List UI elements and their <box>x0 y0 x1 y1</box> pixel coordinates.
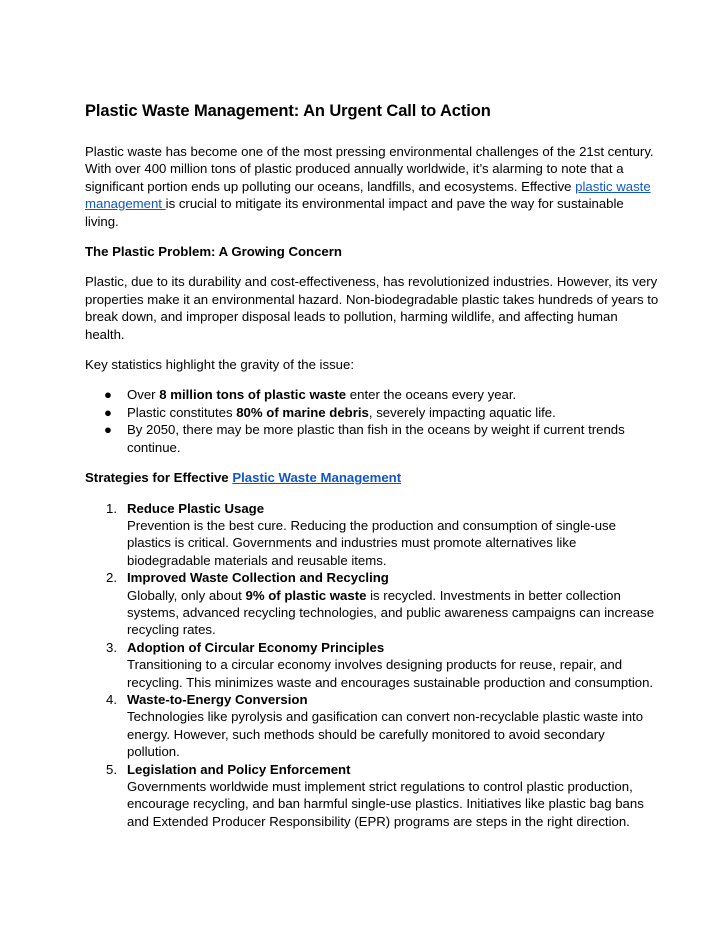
strategy-description: Prevention is the best cure. Reducing the production and consumption of single-use plastics is critical. Governments and industries must promote alternatives like biodegradable materials and reusable items. <box>127 517 616 568</box>
intro-text-end: is crucial to mitigate its environmental impact and pave the way for sustainable living. <box>85 196 624 229</box>
page-title: Plastic Waste Management: An Urgent Call to Action <box>85 102 491 120</box>
strategy-emphasis: 9% of plastic waste <box>245 587 367 603</box>
strategies-heading-text: Strategies for Effective <box>85 470 233 486</box>
list-item <box>85 500 660 570</box>
strategy-title: Improved Waste Collection and Recycling <box>127 570 389 586</box>
strategy-title: Reduce Plastic Usage <box>127 500 265 516</box>
strategy-description: Technologies like pyrolysis and gasification can convert non-recyclable plastic waste into energy. However, such methods should be carefully monitored to avoid secondary pollution. <box>127 709 644 760</box>
stat-emphasis: 8 million tons of plastic waste <box>159 387 347 403</box>
section-heading-plastic-problem: The Plastic Problem: A Growing Concern <box>85 244 342 260</box>
list-item <box>85 761 660 831</box>
stat-text: Over <box>127 387 160 403</box>
bullet-icon: ● <box>104 422 112 438</box>
list-number: 4. <box>106 691 117 707</box>
list-item <box>85 691 660 761</box>
stat-emphasis: 80% of marine debris <box>236 404 369 420</box>
list-number: 1. <box>106 500 117 516</box>
list-item <box>85 404 660 421</box>
strategy-description: Globally, only about <box>127 587 246 603</box>
list-number: 5. <box>106 761 117 777</box>
stats-list <box>85 386 660 456</box>
strategy-title: Legislation and Policy Enforcement <box>127 761 351 777</box>
strategy-description-end: is recycled. Investments in better collection systems, advanced recycling technologies, and public awareness campaigns can increase recycling rates. <box>127 587 655 638</box>
section-heading-strategies <box>85 469 660 486</box>
list-item <box>85 386 660 403</box>
strategy-description: Transitioning to a circular economy involves designing products for reuse, repair, and recycling. This minimizes waste and encourages sustainable production and consumption. <box>127 657 654 690</box>
list-item <box>85 421 660 456</box>
strategies-list <box>85 500 660 831</box>
list-item <box>85 639 660 691</box>
intro-text-start: Plastic waste has become one of the most pressing environmental challenges of the 21st century. With over 400 million tons of plastic produced annually worldwide, it’s alarming to note that a significant portion ends up polluting our oceans, landfills, and ecosystems. Effective <box>85 144 654 194</box>
stat-text: Plastic constitutes <box>127 404 237 420</box>
bullet-icon: ● <box>104 404 112 420</box>
stats-intro: Key statistics highlight the gravity of the issue: <box>85 357 355 373</box>
plastic-waste-management-heading-link[interactable]: Plastic Waste Management <box>232 470 402 486</box>
intro-paragraph <box>85 143 660 230</box>
stat-text-end: , severely impacting aquatic life. <box>368 404 556 420</box>
strategy-description: Governments worldwide must implement strict regulations to control plastic production, encourage recycling, and ban harmful single-use plastics. Initiatives like plastic bag bans and Extended Producer Responsibility (EPR) programs are steps in the right direction. <box>127 779 644 829</box>
list-number: 2. <box>106 570 117 586</box>
bullet-icon: ● <box>104 387 112 403</box>
plastic-problem-paragraph: Plastic, due to its durability and cost-effectiveness, has revolutionized industries. However, its very properties make it an environmental hazard. Non-biodegradable plastic takes hundreds of years to break down, and improper disposal leads to pollution, harming wildlife, and affecting human health. <box>85 274 659 342</box>
stat-text-end: enter the oceans every year. <box>346 387 517 403</box>
plastic-waste-management-link[interactable]: plastic waste management <box>85 178 651 212</box>
stat-text: By 2050, there may be more plastic than fish in the oceans by weight if current trends continue. <box>127 422 625 455</box>
strategy-title: Waste-to-Energy Conversion <box>127 691 308 707</box>
list-number: 3. <box>106 639 117 655</box>
strategy-title: Adoption of Circular Economy Principles <box>127 639 385 655</box>
list-item <box>85 569 660 639</box>
